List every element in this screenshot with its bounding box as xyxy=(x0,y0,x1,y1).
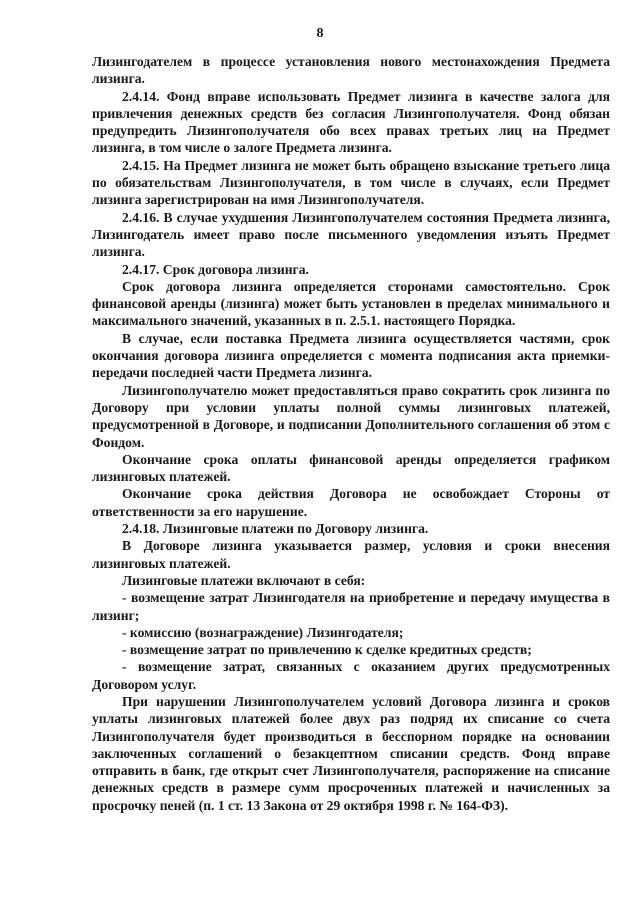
paragraph: 2.4.15. На Предмет лизинга не может быть обращено взыскание третьего лица по обязательствам Лизингополучателя, в том числе в случаях, если Предмет лизинга зарегистрирован на имя Лизингополучателя. xyxy=(92,157,610,208)
paragraph: 2.4.14. Фонд вправе использовать Предмет лизинга в качестве залога для привлечения денежных средств без согласия Лизингополучателя. Фонд обязан предупредить Лизингополучателя обо всех правах третьих лиц на Предмет лизинга, в том числе о залоге Предмета лизинга. xyxy=(92,88,610,156)
paragraph: В случае, если поставка Предмета лизинга осуществляется частями, срок окончания договора лизинга определяется с момента подписания акта приемки-передачи последней части Предмета лизинга. xyxy=(92,330,610,381)
paragraph: - возмещение затрат Лизингодателя на приобретение и передачу имущества в лизинг; xyxy=(92,590,610,623)
paragraph: 2.4.17. Срок договора лизинга. xyxy=(122,261,309,277)
document-body xyxy=(92,53,610,814)
paragraph: Окончание срока оплаты финансовой аренды определяется графиком лизинговых платежей. xyxy=(92,451,610,485)
paragraph: Лизингополучателю может предоставляться право сократить срок лизинга по Договору при условии уплаты полной суммы лизинговых платежей, предусмотренной в Договоре, и подписании Дополнительного соглашения об этом с Фондом. xyxy=(92,382,610,450)
paragraph: - возмещение затрат по привлечению к сделке кредитных средств; xyxy=(122,642,532,658)
page-number: 8 xyxy=(316,26,324,41)
paragraph: - комиссию (вознаграждение) Лизингодателя; xyxy=(122,624,404,640)
paragraph: Срок договора лизинга определяется сторонами самостоятельно. Срок финансовой аренды (лизинга) может быть установлен в пределах минимального и максимального значений, указанных в п. 2.5.1. настоящего Порядка. xyxy=(92,278,610,329)
paragraph: Лизингодателем в процессе установления нового местонахождения Предмета лизинга. xyxy=(92,54,610,87)
paragraph: Лизинговые платежи включают в себя: xyxy=(122,572,366,588)
paragraph: При нарушении Лизингополучателем условий Договора лизинга и сроков уплаты лизинговых платежей более двух раз подряд их списание со счета Лизингополучателя будет производиться в бесспорном порядке на основании заключенных соглашений о безакцептном списании средств. Фонд вправе отправить в банк, где открыт счет Лизингополучателя, распоряжение на списание денежных средств в размере сумм просроченных платежей и начисленных за просрочку пеней (п. 1 ст. 13 Закона от 29 октября 1998 г. № 164-ФЗ). xyxy=(92,693,610,813)
paragraph: 2.4.16. В случае ухудшения Лизингополучателем состояния Предмета лизинга, Лизингодатель имеет право после письменного уведомления изъять Предмет лизинга. xyxy=(92,209,610,260)
paragraph: Окончание срока действия Договора не освобождает Стороны от ответственности за его нарушение. xyxy=(92,486,610,519)
paragraph: В Договоре лизинга указывается размер, условия и сроки внесения лизинговых платежей. xyxy=(92,538,610,571)
paragraph: - возмещение затрат, связанных с оказанием других предусмотренных Договором услуг. xyxy=(92,659,610,692)
paragraph: 2.4.18. Лизинговые платежи по Договору лизинга. xyxy=(122,521,429,537)
